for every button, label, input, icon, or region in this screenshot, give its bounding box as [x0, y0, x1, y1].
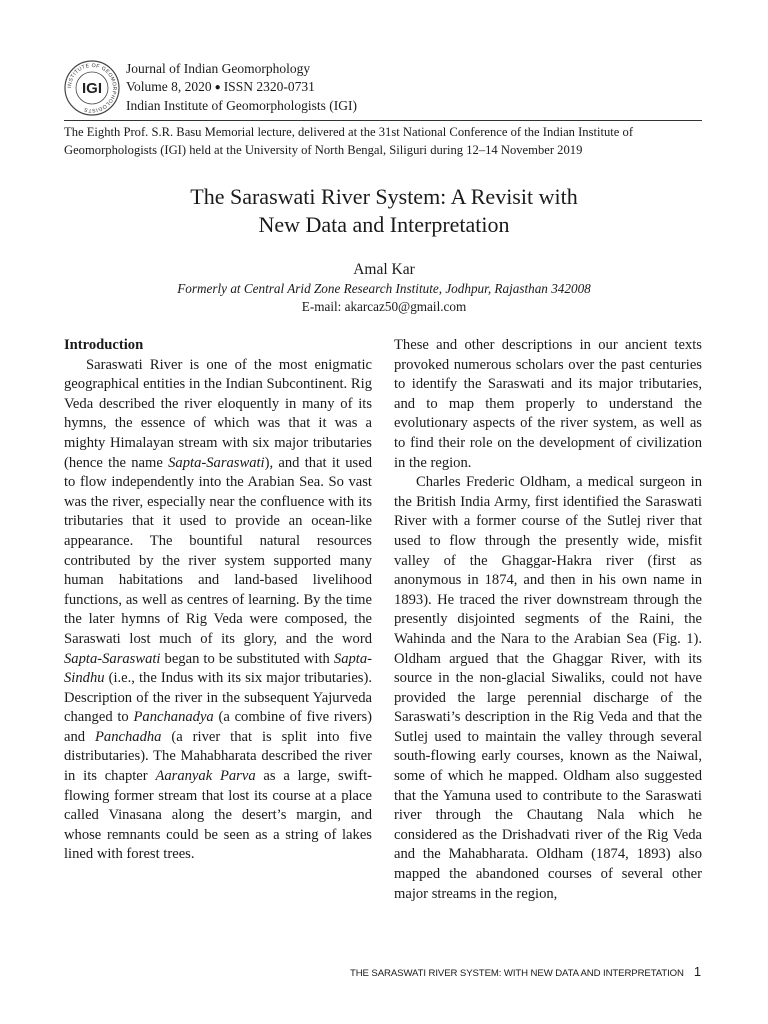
- paragraph-2: These and other descriptions in our ancient texts provoked numerous scholars over the past centuries to identify the Saraswati and its major tributaries, and to map them properly to understand the evolutionary aspects of the river system, as well as to find their role on the development of civilization in the region.: [394, 337, 702, 471]
- paragraph-1: Saraswati River is one of the most enigmatic geographical entities in the Indian Subcontinent. Rig Veda described the river eloquently in many of its hymns, the essence of which was that it was a mighty Himalayan stream with six major tributaries (hence the name Sapta-Saraswati), and that it used to flow independently into the Arabian Sea. So vast was the river, especially near the confluence with its tributaries that it used to provide an ocean-like appearance. The bountiful natural resources contributed by the river system supported many human habitations and land-based livelihood functions, as well as centres of learning. By the time the later hymns of Rig Veda were composed, the Saraswati lost much of its glory, and the word Sapta-Saraswati began to be substituted with Sapta-Sindhu (i.e., the Indus with its six major tributaries). Description of the river in the subsequent Yajurveda changed to Panchanadya (a combine of five rivers) and Panchadha (a river that is split into five distributaries). The Mahabharata described the river in its chapter Aaranyak Parva as a large, swift-flowing former stream that lost its course at a place called Vinasana along the desert’s margin, and whose remnants could be seen as a string of lakes lined with forest trees.: [64, 356, 373, 863]
- page-number: 1: [693, 964, 701, 979]
- volume: Volume 8, 2020: [126, 79, 212, 94]
- institute: Indian Institute of Geomorphologists (IGI): [126, 98, 357, 113]
- author-affiliation: Formerly at Central Arid Zone Research Institute, Jodhpur, Rajasthan 342008: [177, 281, 591, 296]
- right-column: [394, 336, 702, 904]
- volume-line: [126, 78, 357, 97]
- logo-ring-text: INSTITUTE OF GEOMORPHOLOGISTS: [66, 62, 118, 114]
- header-rule: [64, 120, 702, 121]
- logo-text: IGI: [81, 80, 103, 97]
- title-line-1: The Saraswati River System: A Revisit with: [190, 184, 578, 209]
- running-title: THE SARASWATI RIVER SYSTEM: WITH NEW DATA AND INTERPRETATION: [349, 968, 684, 979]
- bullet-separator: ●: [214, 82, 221, 93]
- journal-name: Journal of Indian Geomorphology: [126, 61, 311, 76]
- author-email: E-mail: akarcaz50@gmail.com: [301, 299, 467, 314]
- running-footer: [64, 964, 701, 979]
- issn: ISSN 2320-0731: [223, 79, 315, 94]
- title-line-2: New Data and Interpretation: [258, 212, 510, 237]
- author-name: Amal Kar: [353, 261, 415, 278]
- left-column: [64, 336, 372, 865]
- paragraph-3: Charles Frederic Oldham, a medical surgeon in the British India Army, first identified the Saraswati River with a former course of the Sutlej river that used to flow through the presently wide, misfit valley of the Ghaggar-Hakra river (first as anonymous in 1874, and then in his own name in 1893). He traced the river downstream through the presently disjointed segments of the Raini, the Wahinda and the Nara to the Arabian Sea (Fig. 1). Oldham argued that the Ghaggar River, with its source in the non-glacial Siwaliks, could not have provided the large perennial discharge of the Saraswati’s description in the Rig Veda and that the Sutlej used to maintain the valley through several south-flowing early courses, known as the Naiwal, some of which he mapped. Oldham also suggested that the Yamuna used to contribute to the Saraswati river through the Chautang Nala which he considered as the Drishadvati river of the Rig Veda and the Mahabharata. Oldham (1874, 1893) also mapped the abandoned courses of several other major streams in the region,: [394, 474, 702, 902]
- section-heading: Introduction: [64, 337, 144, 353]
- paper-title: [64, 183, 704, 239]
- lecture-note: The Eighth Prof. S.R. Basu Memorial lecture, delivered at the 31st National Conference of the Indian Institute of Geomorphologists (IGI) held at the University of North Bengal, Siliguri during 12–14 November 2019: [64, 125, 634, 157]
- igi-logo: [64, 60, 120, 116]
- journal-header: [126, 60, 357, 115]
